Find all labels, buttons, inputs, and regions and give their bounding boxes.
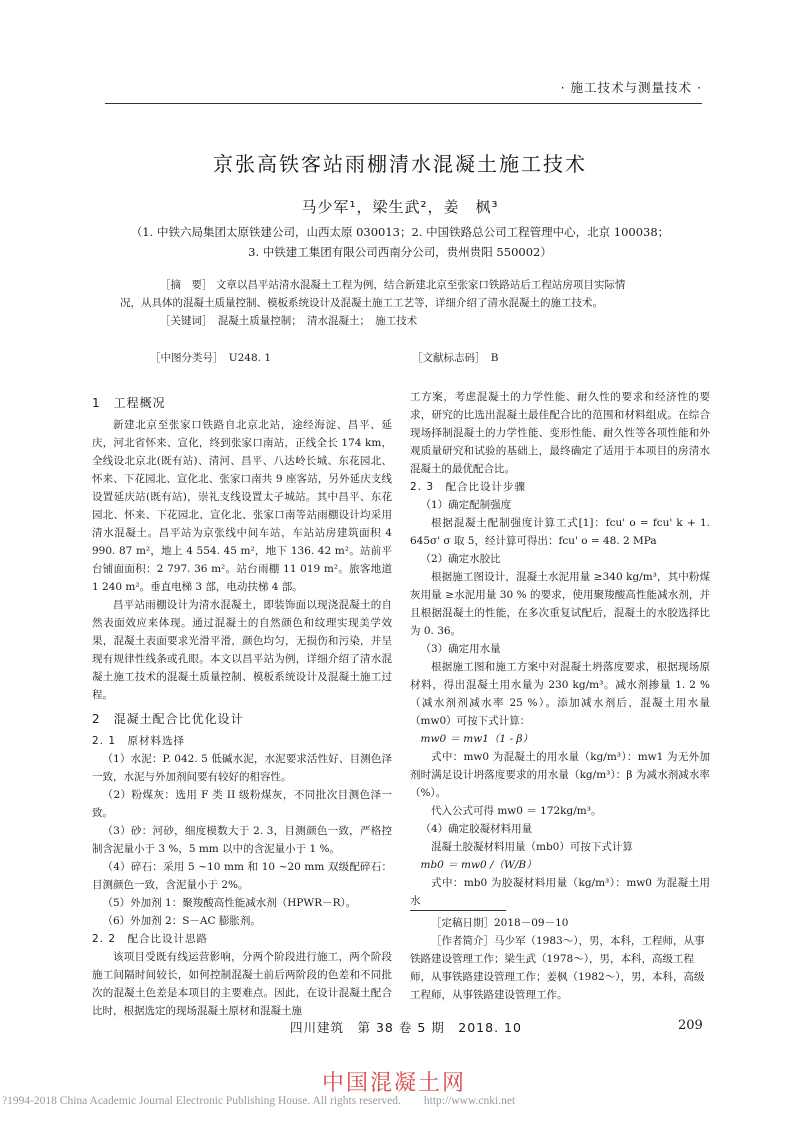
document-code	[412, 350, 498, 365]
material-item-5: （5）外加剂 1：聚羧酸高性能减水剂（HPWR－R）。	[102, 897, 357, 909]
equation-water: mw0 ＝ mw1（1 - β）	[420, 733, 533, 745]
material-item-2: （2）粉煤灰：选用 F 类 II 级粉煤灰，不同批次目测色泽一致。	[92, 789, 392, 819]
section-header: · 施工技术与测量技术 ·	[560, 80, 702, 95]
step-2-paragraph: 根据施工图设计，混凝土水泥用量 ≥340 kg/m³，其中粉煤灰用量 ≥水泥用量 30 % 的要求，使用聚羧酸高性能减水剂，并且根据混凝土的性能，在多次重复试配后，混凝土的水胶选择比为 0. 36。	[410, 571, 710, 637]
header-rule	[105, 103, 702, 104]
doccode-value: B	[490, 352, 499, 364]
step-2-heading: （2）确定水胶比	[420, 553, 501, 565]
received-date: ［定稿日期］2018－09－10	[431, 917, 569, 929]
section-2-2-continued: 工方案，考虑混凝土的力学性能、耐久性的要求和经济性的要求，研究的比选出混凝土最佳配合比的范围和材料组成。在综合现场择制混凝土的力学性能、变形性能、耐久性等各项性能和外观质量研究和试验的基础上，最终确定了适用于本项目的房清水混凝土的最优配合比。	[410, 391, 710, 475]
section-2-heading: 2 混凝土配合比优化设计	[92, 712, 244, 726]
abstract-line-2: 况，从具体的混凝土质量控制、模板系统设计及混凝土施工工艺等，详细介绍了清水混凝土的施工技术。	[120, 297, 603, 309]
material-item-4: （4）碎石：采用 5 ~10 mm 和 10 ~20 mm 双级配碎石：目测颜色一致，含泥量小于 2%。	[92, 861, 392, 891]
doccode-label: ［文献标志码］	[412, 352, 481, 364]
page-number: 209	[678, 1018, 703, 1033]
step-4-heading: （4）确定胶凝材料用量	[420, 823, 533, 835]
material-item-1: （1）水泥：P. 042. 5 低碱水泥，水泥要求活性好、目测色泽一致，水泥与外加剂间要有较好的相容性。	[92, 753, 392, 783]
section-2-1-heading: 2. 1 原材料选择	[92, 735, 186, 747]
journal-footer: 四川建筑 第 38 卷 5 期 2018. 10	[290, 1020, 522, 1035]
copyright-line: ?1994-2018 China Academic Journal Electronic Publishing House. All rights reserved. http://www.cnki.net	[2, 1095, 516, 1107]
paper-title: 京张高铁客站雨棚清水混凝土施工技术	[213, 152, 587, 176]
material-item-6: （6）外加剂 2：S－AC 膨胀剂。	[102, 915, 261, 927]
section-1-heading: 1 工程概况	[92, 396, 166, 410]
section-2-2-heading: 2. 2 配合比设计思路	[92, 933, 209, 945]
material-item-3: （3）砂：河砂，细度模数大于 2. 3，目测颜色一致，严格控制含泥量小于 3 %，5 mm 以中的含泥量小于 1 %。	[92, 825, 392, 855]
keywords-text: 混凝土质量控制； 清水混凝土； 施工技术	[217, 315, 418, 327]
section-2-2-paragraph: 该项目受既有线运营影响，分两个阶段进行施工，两个阶段施工间隔时间较长，如何控制混凝土前后两阶段的色差和不同批次的混凝土色差是本项目的主要难点。因此，在设计混凝土配合比时，根据选定的现场混凝土原材和混凝土施	[92, 951, 392, 1017]
step-1-paragraph: 根据混凝土配制强度计算工式[1]：fcu' o = fcu' k + 1. 645σ' σ 取 5，经计算可得出：fcu' o = 48. 2 MPa	[410, 517, 710, 547]
affiliation-line-2: 3. 中铁建工集团有限公司西南分公司，贵州贵阳 550002）	[248, 245, 552, 259]
abstract-block	[120, 276, 680, 330]
right-column	[410, 388, 710, 910]
step-1-heading: （1）确定配制强度	[420, 499, 512, 511]
keywords-label: ［关键词］	[160, 315, 208, 327]
affiliation-line-1: （1. 中铁六局集团太原铁建公司，山西太原 030013；2. 中国铁路总公司工程管理中心，北京 100038；	[130, 225, 670, 239]
equation-water-value: 代入公式可得 mw0 ＝ 172kg/m³。	[431, 805, 602, 817]
footnotes	[410, 914, 710, 1004]
classification-value: U248. 1	[228, 352, 271, 364]
author-bio: ［作者简介］马少军（1983～），男，本科，工程师，从事铁路建设管理工作；梁生武（1978～），男，本科，高级工程师，从事铁路建设管理工作；姜枫（1982～），男，本科，高级工程师，从事铁路建设管理工作。	[410, 935, 705, 1001]
step-3-heading: （3）确定用水量	[420, 643, 501, 655]
site-watermark: 中国混凝土网	[322, 1071, 467, 1096]
abstract-label: ［摘 要］	[160, 279, 213, 291]
equation-binder: mb0 ＝ mw0 /（W/B）	[420, 859, 537, 871]
footnote-rule	[410, 910, 506, 911]
equation-binder-description: 式中：mb0 为胶凝材料用量（kg/m³）：mw0 为混凝土用水	[410, 877, 710, 907]
section-2-3-heading: 2. 3 配合比设计步骤	[410, 481, 527, 493]
step-4-paragraph: 混凝土胶凝材料用量（mb0）可按下式计算	[431, 841, 633, 853]
section-1-paragraph-1: 新建北京至张家口铁路自北京北站，途经海淀、昌平、延庆，河北省怀来、宣化，终到张家口南站，正线全长 174 km，全线设北京北(既有站)、清河、昌平、八达岭长城、东花园北、怀来、下花园北、宣化北、张家口南共 9 座客站，另外延庆支线设置延庆站(既有站)，崇礼支线设置太子城站。其中昌平、东花园北、怀来、下花园北、宣化北、张家口南等站雨棚设计均采用清水混凝土。昌平站为京张线中间车站，车站站房建筑面积 4 990. 87 m²，地上 4 554. 45 m²，地下 136. 42 m²。站前平台铺面面积：2 797. 36 m²。站台雨棚 11 019 m²。旅客地道 1 240 m²。垂直电梯 3 部，电动扶梯 4 部。	[92, 419, 392, 593]
author-list: 马少军¹，梁生武²，姜 枫³	[301, 198, 499, 216]
left-column	[92, 388, 392, 1020]
section-1-paragraph-2: 昌平站雨棚设计为清水混凝土，即装饰面以现浇混凝土的自然表面效应来体现。通过混凝土的自然颜色和纹理实现美学效果，混凝土表面要求光滑平滑，颜色均匀，无损伤和污染，并呈现有规律性线条或孔眼。本文以昌平站为例，详细介绍了清水混凝土施工技术的混凝土质量控制、模板系统设计及混凝土施工过程。	[92, 599, 392, 701]
equation-water-description: 式中：mw0 为混凝土的用水量（kg/m³）：mw1 为无外加剂时满足设计坍落度要求的用水量（kg/m³）：β 为减水剂减水率（%）。	[410, 751, 710, 799]
classification-label: ［中图分类号］	[150, 352, 219, 364]
step-3-paragraph: 根据施工图和施工方案中对混凝土坍落度要求，根据现场原材料，得出混凝土用水量为 230 kg/m³。减水剂掺量 1. 2 %（减水剂剂减水率 25 %）。添加减水剂后，混凝土用水量（mw0）可按下式计算：	[410, 661, 710, 727]
abstract-line-1: 文章以昌平站清水混凝土工程为例，结合新建北京至张家口铁路站后工程站房项目实际情	[215, 279, 626, 291]
classification-code	[150, 350, 271, 365]
